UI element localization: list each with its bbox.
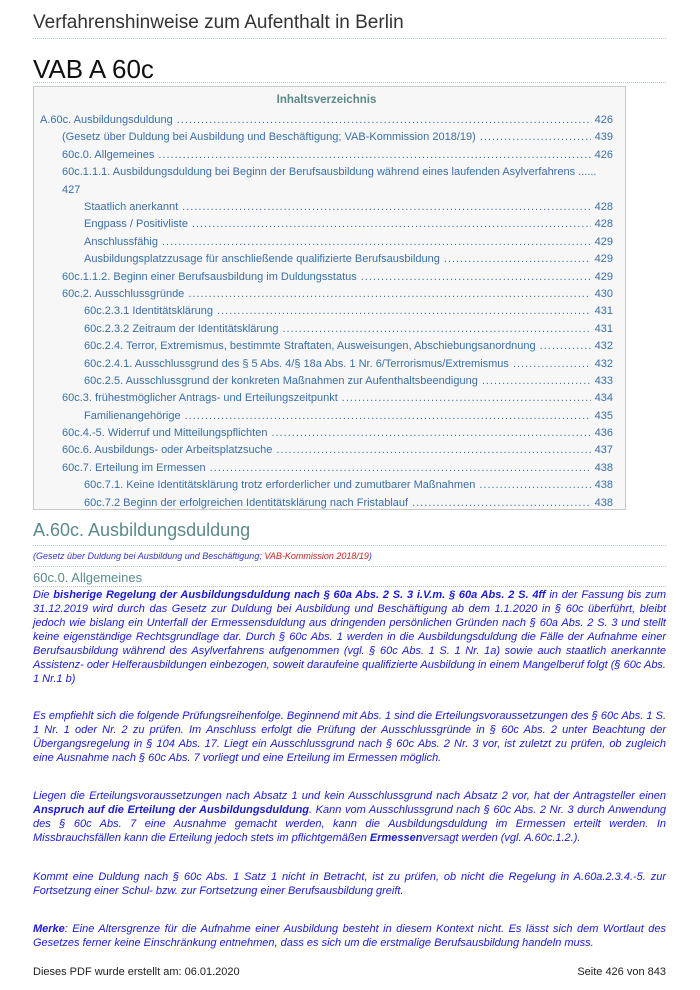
toc-entry[interactable] <box>40 216 613 233</box>
toc-leader <box>480 129 591 146</box>
toc-entry-page: 438 <box>594 479 613 492</box>
toc-entry[interactable] <box>40 321 613 338</box>
toc-entry-page: 436 <box>594 427 613 440</box>
toc-entry[interactable] <box>40 286 613 303</box>
toc-entry-label: 60c.2.3.1 Identitätsklärung <box>84 305 214 318</box>
toc-entry-page: 439 <box>594 131 613 144</box>
section-title: A.60c. Ausbildungsduldung <box>33 520 251 540</box>
toc-entry[interactable] <box>40 164 613 199</box>
toc-entry-label: 60c.1.1.1. Ausbildungsduldung bei Beginn der Berufsausbildung während eines laufenden Asylverfahrens <box>62 166 576 179</box>
toc-entry-page: 426 <box>594 114 613 126</box>
source-note-prefix: (Gesetz über Duldung bei Ausbildung und Beschäftigung; <box>33 551 265 561</box>
toc-heading: Inhaltsverzeichnis <box>276 94 377 106</box>
toc-entry[interactable] <box>40 477 613 494</box>
toc-entry-page: 432 <box>594 340 613 353</box>
toc-entry-page: 435 <box>594 409 613 422</box>
paragraph-4: Kommt eine Duldung nach § 60c Abs. 1 Satz 1 nicht in Betracht, ist zu prüfen, ob nicht die Regelung in A.60a.2.3.4.-5. zur Fortsetzung einer Schul- bzw. zur Fortsetzung einer Berufsausbildung greift. <box>33 871 666 897</box>
paragraph-1 <box>33 588 666 686</box>
toc-entry-page: 434 <box>594 392 613 405</box>
toc-entry-label: (Gesetz über Duldung bei Ausbildung und Beschäftigung; VAB-Kommission 2018/19) <box>62 131 476 144</box>
toc-entry[interactable] <box>40 269 613 286</box>
toc-entry[interactable] <box>40 460 613 477</box>
document-header-title: Verfahrenshinweise zum Aufenthalt in Berlin <box>33 12 404 33</box>
toc-leader <box>177 112 591 129</box>
p3-bold-ermessen: Ermessen <box>369 832 423 844</box>
toc-entry-label: 60c.7. Erteilung im Ermessen <box>62 461 206 474</box>
p3-text-e: versagt werden (vgl. A.60c.1.2.). <box>422 832 581 844</box>
toc-entry-label: Familienangehörige <box>84 409 181 422</box>
toc-entry-label: Ausbildungsplatzzusage für anschließende qualifizierte Berufsausbildung <box>84 253 440 266</box>
toc-entry[interactable] <box>40 442 613 459</box>
toc-entry-label: 60c.2.4.1. Ausschlussgrund des § 5 Abs. 4/§ 18a Abs. 1 Nr. 6/Terrorismus/Extremismus <box>84 357 509 370</box>
toc-leader <box>188 286 590 303</box>
toc-entry[interactable] <box>40 303 613 320</box>
toc-entry-page: 426 <box>594 148 613 161</box>
toc-entry-page: 428 <box>594 200 613 213</box>
p1-bold: bisherige Regelung der Ausbildungsduldung nach § 60a Abs. 2 S. 3 i.V.m. § 60a Abs. 2 S. 4ff <box>53 589 546 601</box>
toc-leader <box>158 147 590 164</box>
toc-entry-page: 438 <box>594 496 613 509</box>
toc-list <box>40 112 613 512</box>
toc-entry[interactable] <box>40 390 613 407</box>
toc-entry-page: 429 <box>594 235 613 248</box>
toc-entry-label: Anschlussfähig <box>84 235 158 248</box>
toc-entry[interactable] <box>40 373 613 390</box>
toc-entry-page: 438 <box>594 461 613 474</box>
toc-entry-label: 60c.4.-5. Widerruf und Mitteilungspflichten <box>62 427 268 440</box>
footer-page-number: Seite 426 von 843 <box>577 966 666 978</box>
p1-text-a: Die <box>33 589 54 601</box>
paragraph-3 <box>33 789 666 845</box>
note-divider <box>33 566 666 567</box>
toc-entry[interactable] <box>40 234 613 251</box>
toc-leader <box>271 425 590 442</box>
toc-leader <box>282 321 590 338</box>
toc-leader <box>479 477 590 494</box>
section-divider <box>33 545 666 546</box>
paragraph-2: Es empfiehlt sich die folgende Prüfungsreihenfolge. Beginnend mit Abs. 1 sind die Erteilungsvoraussetzungen des § 60c Abs. 1 S. 1 Nr. 1 oder Nr. 2 zu prüfen. Im Anschluss erfolgt die Prüfung der Ausschlussgründe in § 60c Abs. 2 unter Beachtung der Übergangsregelung in § 104 Abs. 17. Liegt ein Ausschlussgrund nach § 60c Abs. 2 Nr. 3 vor, ist zuletzt zu prüfen, ob zugleich eine Ausnahme nach § 60c Abs. 7 vorliegt und eine Erteilung im Ermessen möglich. <box>33 710 666 764</box>
toc-entry-page: 437 <box>594 444 613 457</box>
toc-entry-page: 429 <box>594 270 613 283</box>
toc-entry-label: A.60c. Ausbildungsduldung <box>40 114 173 126</box>
toc-entry[interactable] <box>40 356 613 373</box>
toc-entry[interactable] <box>40 147 613 164</box>
toc-leader <box>482 373 591 390</box>
toc-entry[interactable] <box>40 199 613 216</box>
table-of-contents <box>33 86 626 510</box>
toc-entry-label: 60c.7.2 Beginn der erfolgreichen Identitätsklärung nach Fristablauf <box>84 496 409 509</box>
toc-entry[interactable] <box>40 425 613 442</box>
toc-entry-label: Staatlich anerkannt <box>84 200 179 213</box>
toc-leader <box>192 216 591 233</box>
toc-entry-page: 432 <box>594 357 613 370</box>
toc-entry-label: Engpass / Positivliste <box>84 218 188 231</box>
toc-entry[interactable] <box>40 129 613 146</box>
subsection-divider <box>33 586 666 587</box>
toc-entry-label: 60c.3. frühestmöglicher Antrags- und Erteilungszeitpunkt <box>62 392 338 405</box>
page-title: VAB A 60c <box>33 54 154 84</box>
toc-entry[interactable] <box>40 338 613 355</box>
toc-entry-label: 60c.2.5. Ausschlussgrund der konkreten Maßnahmen zur Aufenthaltsbeendigung <box>84 374 478 387</box>
toc-entry-page: 433 <box>594 374 613 387</box>
header-divider <box>33 38 666 39</box>
toc-leader <box>361 269 591 286</box>
toc-entry-label: 60c.1.1.2. Beginn einer Berufsausbildung im Duldungsstatus <box>62 270 357 283</box>
title-divider <box>33 82 666 83</box>
toc-entry[interactable] <box>40 408 613 425</box>
vab-kommission-link[interactable]: VAB-Kommission 2018/19 <box>264 551 369 561</box>
toc-entry-page: 429 <box>594 253 613 266</box>
toc-leader <box>182 199 590 216</box>
toc-entry-page: 428 <box>594 218 613 231</box>
toc-leader: ...... <box>575 166 597 179</box>
toc-entry-label: 60c.7.1. Keine Identitätsklärung trotz erforderlicher und zumutbarer Maßnahmen <box>84 479 476 492</box>
toc-leader <box>342 390 591 407</box>
toc-entry-label: 60c.6. Ausbildungs- oder Arbeitsplatzsuche <box>62 444 273 457</box>
toc-entry-label: 60c.2. Ausschlussgründe <box>62 287 185 300</box>
p1-text-c: in der Fassung bis zum 31.12.2019 wird durch das Gesetz zur Duldung bei Ausbildung und Beschäftigung ab dem 1.1.2020 in § 60c überführt, bleibt jedoch wie bislang ein Unterfall der Ermessensduldung aus dringenden persönlichen Gründen nach § 60a Abs. 2 S. 3 und stellt keine eigenständige Rechtsgrundlage dar. Durch § 60c Abs. 1 werden in die Ausbildungsduldung die Fälle der Aufnahme einer Berufsausbildung während des Asylverfahrens aufgenommen (vgl. § 60c Abs. 1 S. 1 Nr. 1a) sowie auch staatlich anerkannte Assistenz- oder Helferausbildungen einbezogen, soweit daraufeine qualifizierte Ausbildung in einem Mangelberuf folgt (§ 60c Abs. 1 Nr.1 b) <box>33 589 666 685</box>
toc-entry-page: 430 <box>594 287 613 300</box>
p3-text-a: Liegen die Erteilungsvoraussetzungen nach Absatz 1 und kein Ausschlussgrund nach Absatz 2 vor, hat der Antragsteller einen <box>33 790 666 802</box>
toc-leader <box>210 460 591 477</box>
toc-leader <box>412 495 591 512</box>
toc-leader <box>217 303 591 320</box>
toc-entry-label: 60c.0. Allgemeines <box>62 148 155 161</box>
subsection-title: 60c.0. Allgemeines <box>33 570 143 585</box>
toc-entry[interactable] <box>40 251 613 268</box>
footer-created-date: Dieses PDF wurde erstellt am: 06.01.2020 <box>33 966 240 978</box>
toc-leader <box>540 338 591 355</box>
toc-entry[interactable] <box>40 112 613 129</box>
toc-entry[interactable] <box>40 495 613 512</box>
toc-entry-label: 60c.2.3.2 Zeitraum der Identitätsklärung <box>84 322 279 335</box>
toc-leader <box>185 408 591 425</box>
toc-leader <box>276 442 590 459</box>
toc-entry-page: 431 <box>594 322 613 335</box>
paragraph-5 <box>33 922 666 950</box>
p3-bold-claim: Anspruch auf die Erteilung der Ausbildungsduldung <box>33 804 310 816</box>
toc-entry-page: 427 <box>62 183 81 196</box>
toc-entry-page: 431 <box>594 305 613 318</box>
toc-leader <box>162 234 591 251</box>
toc-entry-label: 60c.2.4. Terror, Extremismus, bestimmte Straftaten, Ausweisungen, Abschiebungsanordnung <box>84 340 536 353</box>
toc-leader <box>513 356 591 373</box>
p5-merke: Merke <box>33 923 65 935</box>
p3-text-c: . Kann vom Ausschlussgrund nach § 60c Abs. 2 Nr. 3 durch Anwendung des § 60c Abs. 7 eine Ausnahme gemacht werden, kann die Ausbildungsduldung im Ermessen erteilt werden. In Missbrauchsfällen kann die Erteilung jedoch stets im pflichtgemäßen <box>33 804 666 844</box>
toc-leader <box>444 251 591 268</box>
source-note-suffix: ) <box>368 551 372 561</box>
section-source-note <box>33 551 372 561</box>
p5-text: : Eine Altersgrenze für die Aufnahme einer Ausbildung besteht in diesem Kontext nicht. Es lässt sich dem Wortlaut des Gesetzes ferner keine Einschränkung entnehmen, dass es sich um die erstmalige Berufsausbildung handeln muss. <box>33 923 666 949</box>
